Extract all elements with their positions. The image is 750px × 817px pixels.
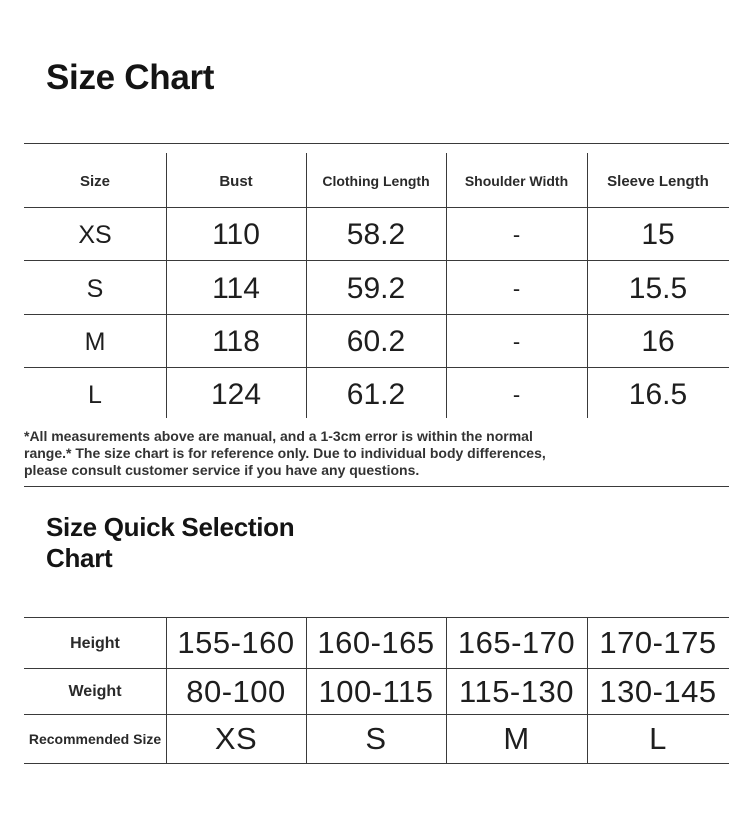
row-label-weight: Weight (68, 683, 122, 700)
cell-size: L (88, 380, 102, 409)
cell-sleeve-length: 15.5 (628, 272, 688, 305)
cell-shoulder-width: - (512, 382, 521, 407)
table-rule (24, 714, 729, 715)
cell-height: 160-165 (317, 625, 435, 660)
cell-height: 165-170 (457, 625, 576, 660)
header-sleeve-length: Sleeve Length (607, 172, 709, 190)
cell-weight: 130-145 (599, 673, 717, 709)
cell-recommended-size: L (649, 721, 667, 756)
cell-shoulder-width: - (512, 329, 521, 354)
cell-height: 170-175 (599, 625, 717, 660)
cell-bust: 124 (210, 378, 262, 411)
cell-height: 155-160 (177, 625, 295, 660)
cell-clothing-length: 58.2 (346, 218, 406, 251)
cell-sleeve-length: 15 (641, 218, 675, 251)
row-label-recommended-size: Recommended Size (28, 730, 162, 747)
table-rule (24, 486, 729, 487)
table-rule (24, 143, 729, 144)
cell-weight: 100-115 (318, 673, 434, 709)
quick-selection-title-line: Size Quick Selection (46, 512, 295, 542)
table-rule (24, 207, 729, 208)
note-line: *All measurements above are manual, and a 1-3cm error is within the normal (24, 428, 533, 444)
header-clothing-length: Clothing Length (322, 173, 430, 189)
measurement-note (24, 428, 564, 479)
cell-size: M (84, 327, 106, 356)
cell-clothing-length: 61.2 (346, 378, 406, 411)
size-chart-title: Size Chart (46, 58, 215, 97)
cell-recommended-size: XS (214, 721, 258, 756)
table-rule (24, 260, 729, 261)
cell-bust: 118 (212, 325, 260, 358)
cell-clothing-length: 60.2 (346, 325, 406, 358)
note-line: please consult customer service if you have any questions. (24, 462, 420, 478)
cell-recommended-size: S (365, 721, 387, 756)
note-line: range.* The size chart is for reference only. Due to individual body differences, (24, 445, 546, 461)
table-rule (24, 763, 729, 764)
table-rule (24, 367, 729, 368)
cell-bust: 110 (212, 218, 260, 251)
cell-recommended-size: M (503, 721, 530, 756)
cell-sleeve-length: 16.5 (628, 378, 688, 411)
cell-size: S (86, 274, 104, 303)
table-rule (24, 617, 729, 618)
header-bust: Bust (219, 172, 253, 190)
cell-shoulder-width: - (512, 276, 521, 301)
cell-sleeve-length: 16 (641, 325, 675, 358)
cell-shoulder-width: - (512, 222, 521, 247)
cell-weight: 115-130 (459, 673, 574, 709)
header-size: Size (79, 172, 110, 190)
table-rule (24, 314, 729, 315)
cell-weight: 80-100 (186, 673, 286, 709)
quick-selection-title-line: Chart (46, 543, 113, 573)
cell-bust: 114 (212, 272, 260, 305)
row-label-height: Height (70, 635, 120, 652)
quick-selection-title (46, 512, 366, 574)
header-shoulder-width: Shoulder Width (464, 173, 569, 189)
cell-clothing-length: 59.2 (346, 272, 406, 305)
cell-size: XS (78, 220, 112, 249)
